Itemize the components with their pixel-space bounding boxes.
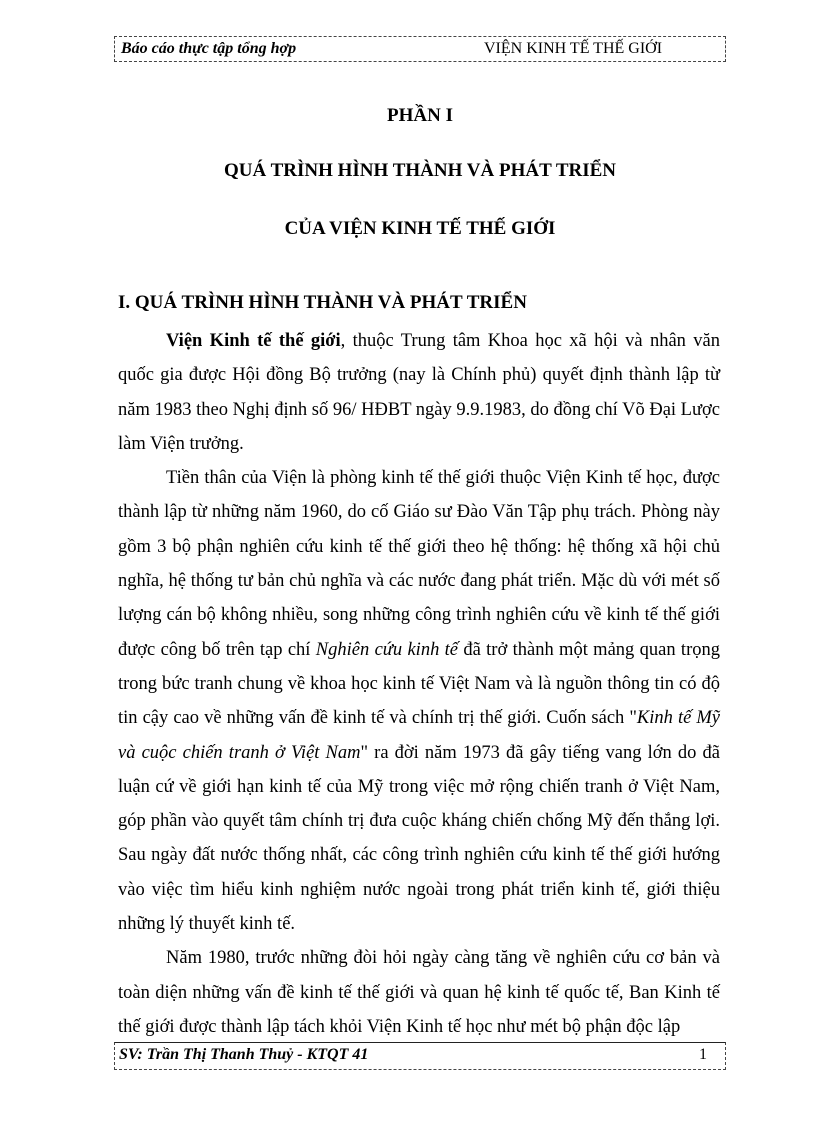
part-title: PHẦN I bbox=[387, 105, 453, 126]
paragraph-2-part-a: Tiền thân của Viện là phòng kinh tế thế giới thuộc Viện Kinh tế học, được thành lập từ những năm 1960, do cố Giáo sư Đào Văn Tập phụ trách. Phòng này gồm 3 bộ phận nghiên cứu kinh tế thế giới theo hệ thống: hệ thống xã hội chủ nghĩa, hệ thống tư bản chủ nghĩa và các nước đang phát triển. Mặc dù với mét số lượng cán bộ không nhiều, song những công trình nghiên cứu về kinh tế thế giới được công bố trên tạp chí bbox=[118, 468, 720, 660]
chapter-title-line2: CỦA VIỆN KINH TẾ THẾ GIỚI bbox=[284, 218, 556, 239]
paragraph-2-part-c: " ra đời năm 1973 đã gây tiếng vang lớn do đã luận cứ về giới hạn kinh tế của Mỹ trong việc mở rộng chiến tranh ở Việt Nam, góp phần vào quyết tâm chính trị đưa cuộc kháng chiến chống Mỹ đến thắng lợi. Sau ngày đất nước thống nhất, các công trình nghiên cứu kinh tế thế giới hướng vào việc tìm hiểu kinh nghiệm nước ngoài trong phát triển kinh tế, giới thiệu những lý thuyết kinh tế. bbox=[118, 742, 720, 935]
paragraph-2-part-b: đã trở thành một mảng quan trọng trong bức tranh chung về khoa học kinh tế Việt Nam và là nguồn thông tin có độ tin cậy cao về những vấn đề kinh tế và chính trị thế giới. Cuốn sách " bbox=[118, 639, 720, 729]
header-institute-name: VIỆN KINH TẾ THẾ GIỚI bbox=[484, 40, 663, 57]
paragraph-1 bbox=[118, 324, 720, 461]
journal-title: Nghiên cứu kinh tế bbox=[315, 639, 459, 660]
footer-student-name: SV: Trần Thị Thanh Thuỷ - KTQT 41 bbox=[119, 1046, 369, 1063]
body-text bbox=[118, 324, 720, 1044]
paragraph-1-lead: Viện Kinh tế thế giới bbox=[166, 331, 341, 351]
chapter-title-line1: QUÁ TRÌNH HÌNH THÀNH VÀ PHÁT TRIỂN bbox=[223, 160, 617, 181]
book-title: Kinh tế Mỹ và cuộc chiến tranh ở Việt Nam bbox=[118, 708, 720, 763]
page-footer bbox=[114, 1042, 726, 1070]
header-report-title: Báo cáo thực tập tổng hợp bbox=[121, 40, 297, 57]
page-number: 1 bbox=[699, 1046, 707, 1063]
paragraph-3 bbox=[118, 941, 720, 1044]
paragraph-1-text: , thuộc Trung tâm Khoa học xã hội và nhân văn quốc gia được Hội đồng Bộ trưởng (nay là Chính phủ) quyết định thành lập từ năm 1983 theo Nghị định số 96/ HĐBT ngày 9.9.1983, do đồng chí Võ Đại Lược làm Viện trưởng. bbox=[118, 331, 720, 454]
paragraph-3-text: Năm 1980, trước những đòi hỏi ngày càng tăng về nghiên cứu cơ bản và toàn diện những vấn đề kinh tế thế giới và quan hệ kinh tế quốc tế, Ban Kinh tế thế giới được thành lập tách khỏi Viện Kinh tế học như mét bộ phận độc lập bbox=[118, 948, 720, 1037]
paragraph-2 bbox=[118, 461, 720, 941]
page-header bbox=[114, 36, 726, 62]
section-heading: I. QUÁ TRÌNH HÌNH THÀNH VÀ PHÁT TRIỂN bbox=[118, 292, 527, 313]
